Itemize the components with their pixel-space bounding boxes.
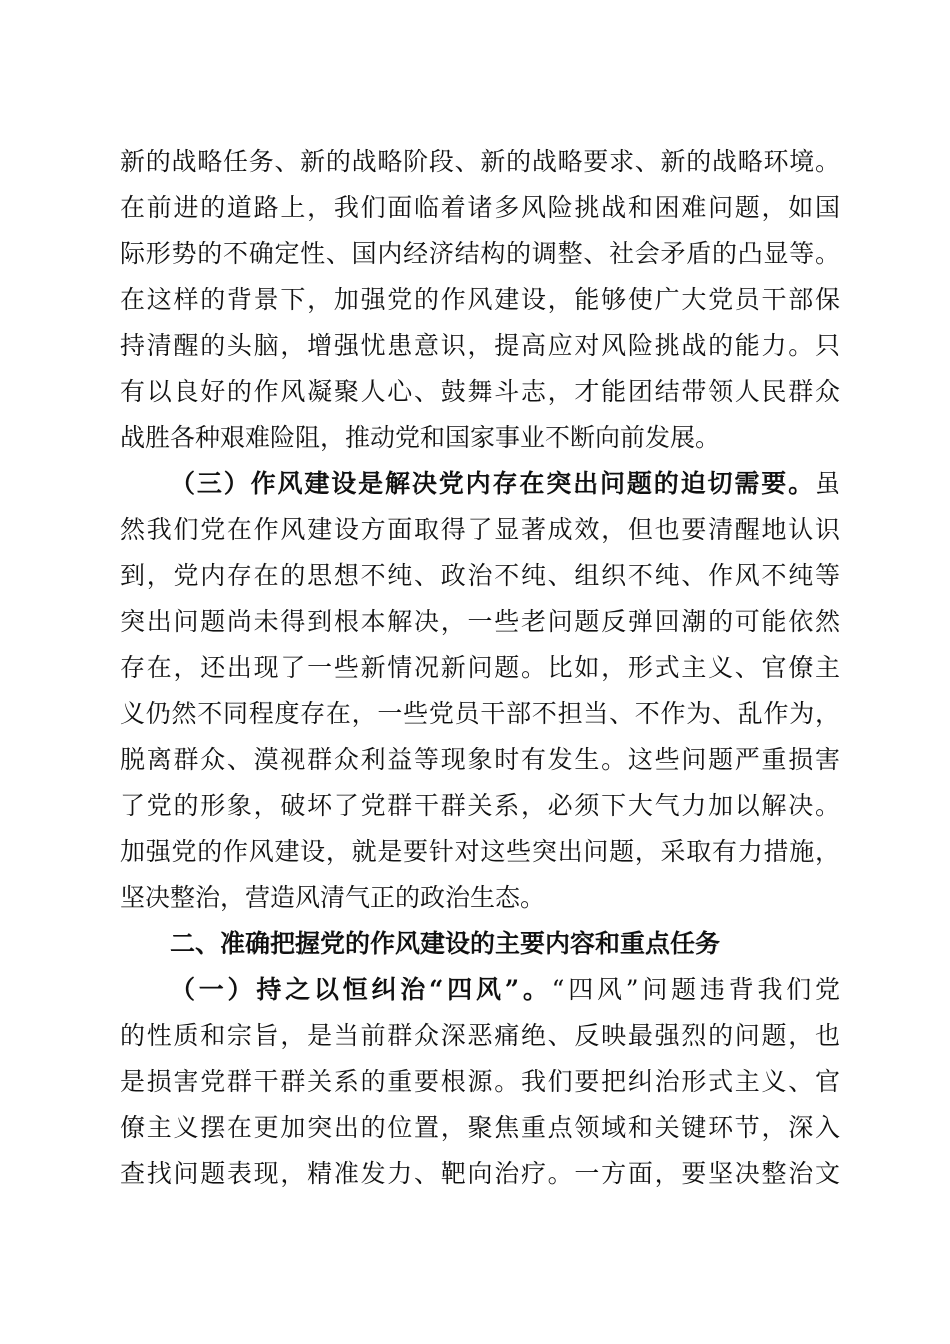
- paragraph-line: 脱离群众、漠视群众利益等现象时有发生。这些问题严重损害: [120, 745, 840, 774]
- paragraph-line: 存在，还出现了一些新情况新问题。比如，形式主义、官僚主: [120, 653, 840, 682]
- paragraph-line: 的性质和宗旨，是当前群众深恶痛绝、反映最强烈的问题，也: [120, 1021, 840, 1050]
- paragraph-line: 到，党内存在的思想不纯、政治不纯、组织不纯、作风不纯等: [120, 561, 840, 590]
- section-heading: 二、准确把握党的作风建设的主要内容和重点任务: [170, 929, 721, 958]
- paragraph-text: 虽: [814, 469, 840, 498]
- paragraph-line: 坚决整治，营造风清气正的政治生态。: [120, 883, 546, 912]
- paragraph-first-line: [170, 968, 840, 1012]
- paragraph-line: 在这样的背景下，加强党的作风建设，能够使广大党员干部保: [120, 285, 840, 314]
- paragraph-line: 了党的形象，破坏了党群干群关系，必须下大气力加以解决。: [120, 791, 840, 820]
- paragraph-text: “四风”问题违背我们党: [551, 975, 840, 1004]
- paragraph-line: 查找问题表现，精准发力、靶向治疗。一方面，要坚决整治文: [120, 1159, 840, 1188]
- paragraph-line: 新的战略任务、新的战略阶段、新的战略要求、新的战略环境。: [120, 147, 840, 176]
- paragraph-line: 僚主义摆在更加突出的位置，聚焦重点领域和关键环节，深入: [120, 1113, 840, 1142]
- subsection-title: （三）作风建设是解决党内存在突出问题的迫切需要。: [170, 469, 815, 498]
- paragraph-line: 际形势的不确定性、国内经济结构的调整、社会矛盾的凸显等。: [120, 239, 840, 268]
- paragraph-line: 在前进的道路上，我们面临着诸多风险挑战和困难问题，如国: [120, 193, 840, 222]
- paragraph-line: 义仍然不同程度存在，一些党员干部不担当、不作为、乱作为，: [120, 699, 840, 728]
- paragraph-line: 是损害党群干群关系的重要根源。我们要把纠治形式主义、官: [120, 1067, 840, 1096]
- paragraph-line: 持清醒的头脑，增强忧患意识，提高应对风险挑战的能力。只: [120, 331, 840, 360]
- paragraph-line: 战胜各种艰难险阻，推动党和国家事业不断向前发展。: [120, 423, 721, 452]
- paragraph-line: 突出问题尚未得到根本解决，一些老问题反弹回潮的可能依然: [120, 607, 840, 636]
- subsection-title: （一）持之以恒纠治“四风”。: [170, 975, 552, 1004]
- paragraph-first-line: [170, 462, 840, 506]
- paragraph-line: 有以良好的作风凝聚人心、鼓舞斗志，才能团结带领人民群众: [120, 377, 840, 406]
- paragraph-line: 加强党的作风建设，就是要针对这些突出问题，采取有力措施，: [120, 837, 840, 866]
- paragraph-line: 然我们党在作风建设方面取得了显著成效，但也要清醒地认识: [120, 515, 840, 544]
